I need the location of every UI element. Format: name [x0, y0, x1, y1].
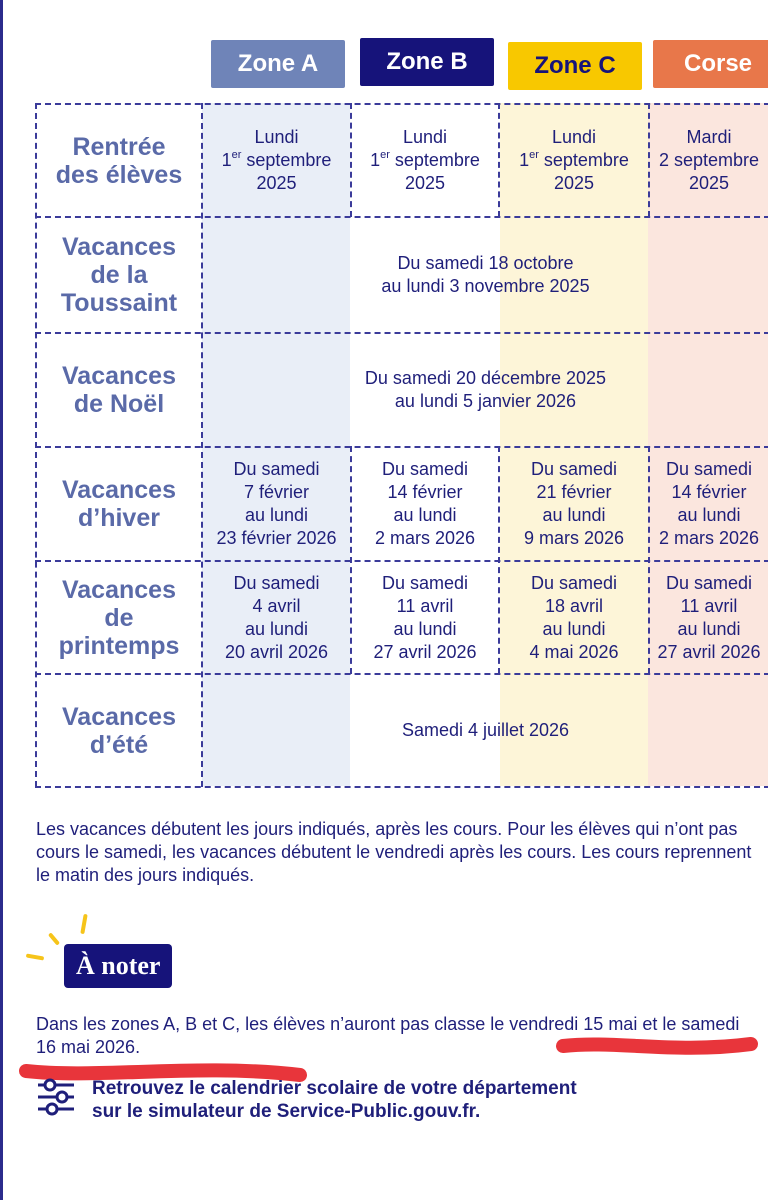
simulator-link-line2: sur le simulateur de Service-Public.gouv.fr. — [92, 1101, 481, 1122]
page-left-border — [0, 0, 3, 1200]
simulator-link-text[interactable] — [92, 1077, 577, 1123]
rentree-zone-b-day: Lundi — [402, 127, 448, 147]
rentree-zone-b-cell — [352, 105, 498, 216]
rentree-zone-a-date: 1er septembre — [221, 149, 332, 170]
rentree-corse-cell — [650, 105, 768, 216]
rentree-zone-c-cell — [500, 105, 648, 216]
corse-header: Corse — [653, 40, 768, 88]
toussaint-dates: Du samedi 18 octobre au lundi 3 novembre 2025 — [381, 253, 590, 296]
spark-decoration — [48, 932, 60, 945]
spark-decoration — [80, 914, 87, 934]
footnote-text: Les vacances débutent les jours indiqués, après les cours. Pour les élèves qui n’ont pas cours le samedi, les vacances débutent le vendredi après les cours. Les cours reprennent le matin des jours indiqués. — [36, 819, 752, 885]
rentree-zone-b-date: 1er septembre — [370, 149, 480, 170]
rentree-zone-c-date: 1er septembre — [519, 149, 629, 170]
rentree-zone-a-year: 2025 — [256, 173, 297, 193]
row-label-ete: Vacances d’été — [62, 702, 176, 759]
hiver-zone-c-cell: Du samedi 21 février au lundi 9 mars 2026 — [523, 459, 625, 548]
printemps-corse-cell: Du samedi 11 avril au lundi 27 avril 2026 — [657, 572, 761, 662]
rentree-corse-date: 2 septembre — [658, 150, 760, 170]
row-label-noel: Vacances de Noël — [62, 362, 176, 418]
spark-decoration — [26, 953, 44, 960]
ete-dates: Samedi 4 juillet 2026 — [401, 720, 570, 740]
rentree-corse-year: 2025 — [688, 173, 730, 193]
rentree-zone-b-year: 2025 — [404, 173, 446, 193]
row-label-toussaint: Vacances de la Toussaint — [60, 233, 178, 317]
red-underline-mark — [555, 1032, 760, 1062]
rentree-zone-a-cell — [203, 105, 350, 216]
hiver-zone-b-cell: Du samedi 14 février au lundi 2 mars 2026 — [374, 459, 476, 548]
rentree-corse-day: Mardi — [686, 127, 732, 147]
a-noter-badge: À noter — [64, 944, 172, 988]
printemps-zone-c-cell: Du samedi 18 avril au lundi 4 mai 2026 — [529, 572, 619, 662]
simulator-link-line1: Retrouvez le calendrier scolaire de votre département — [92, 1078, 577, 1099]
rentree-zone-c-day: Lundi — [551, 127, 597, 147]
row-label-printemps: Vacances de printemps — [58, 575, 180, 660]
hiver-corse-cell: Du samedi 14 février au lundi 2 mars 2026 — [658, 459, 760, 548]
rentree-zone-c-year: 2025 — [553, 173, 595, 193]
a-noter-text: Dans les zones A, B et C, les élèves n’auront pas classe le vendredi 15 mai et le samedi 16 mai 2026. — [36, 1014, 740, 1057]
zone-b-header: Zone B — [360, 38, 494, 86]
zone-c-header: Zone C — [508, 42, 642, 90]
printemps-zone-a-cell: Du samedi 4 avril au lundi 20 avril 2026 — [224, 572, 329, 662]
simulator-link-row[interactable] — [36, 1077, 577, 1123]
grid-line — [35, 786, 768, 788]
rentree-zone-a-day: Lundi — [254, 127, 299, 147]
noel-dates: Du samedi 20 décembre 2025 au lundi 5 janvier 2026 — [364, 368, 607, 411]
row-label-hiver: Vacances d’hiver — [62, 476, 176, 532]
row-label-rentree: Rentrée des élèves — [55, 132, 183, 189]
hiver-zone-a-cell: Du samedi 7 février au lundi 23 février 2026 — [216, 459, 337, 548]
zone-a-header: Zone A — [211, 40, 345, 88]
printemps-zone-b-cell: Du samedi 11 avril au lundi 27 avril 2026 — [373, 572, 477, 662]
settings-sliders-icon — [36, 1077, 76, 1117]
